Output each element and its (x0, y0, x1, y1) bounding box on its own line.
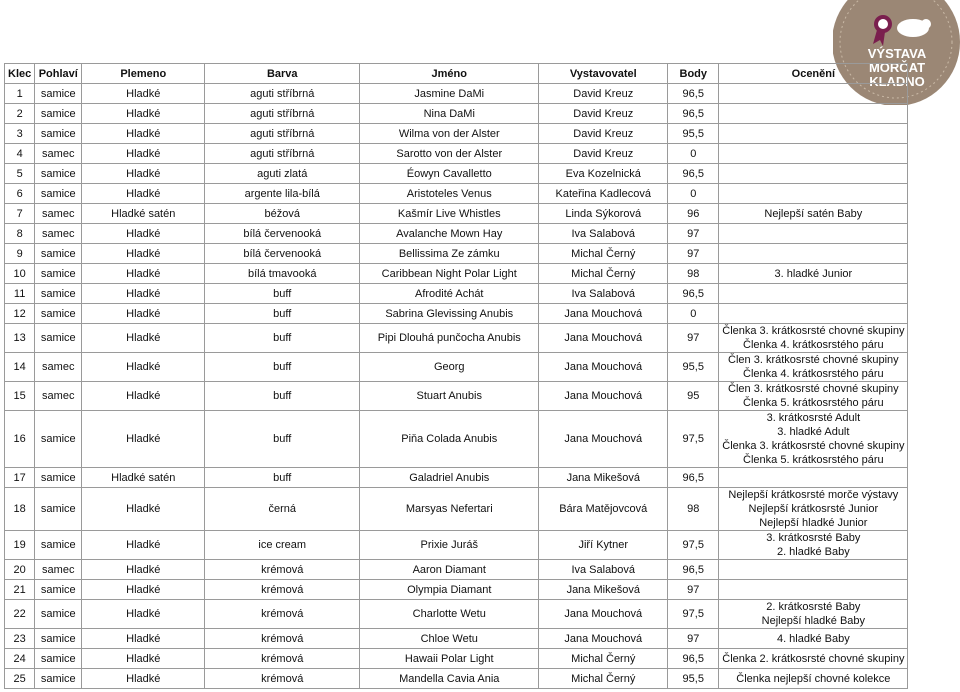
cell-klec: 19 (5, 531, 35, 560)
cell-klec: 2 (5, 104, 35, 124)
cell-jmeno: Jasmine DaMi (360, 84, 539, 104)
award-line: Členka 4. krátkosrstého páru (743, 339, 884, 351)
cell-pohlavi: samec (35, 204, 82, 224)
cell-klec: 7 (5, 204, 35, 224)
cell-pohlavi: samec (35, 353, 82, 382)
cell-body: 96,5 (668, 468, 719, 488)
cell-plemeno: Hladké (82, 164, 205, 184)
award-line: Členka 2. krátkosrsté chovné skupiny (722, 652, 905, 665)
table-row (5, 204, 908, 224)
column-header-jmeno: Jméno (360, 64, 539, 84)
cell-oceneni (719, 600, 908, 629)
cell-pohlavi: samice (35, 531, 82, 560)
table-row (5, 324, 908, 353)
cell-barva: krémová (205, 580, 360, 600)
cell-plemeno: Hladké (82, 531, 205, 560)
cell-klec: 13 (5, 324, 35, 353)
cell-jmeno: Wilma von der Alster (360, 124, 539, 144)
cell-pohlavi: samice (35, 649, 82, 669)
cell-vystavovatel: Iva Salabová (539, 224, 668, 244)
table-row (5, 304, 908, 324)
cell-jmeno: Aaron Diamant (360, 560, 539, 580)
cell-body: 97 (668, 580, 719, 600)
award-line: Členka 3. krátkosrsté chovné skupiny (722, 440, 905, 452)
logo-line-1: VÝSTAVA (867, 46, 927, 61)
cell-pohlavi: samice (35, 184, 82, 204)
cell-body: 96,5 (668, 164, 719, 184)
award-line: Nejlepší hladké Junior (759, 517, 868, 529)
cell-plemeno: Hladké (82, 629, 205, 649)
cell-vystavovatel: Kateřina Kadlecová (539, 184, 668, 204)
cell-plemeno: Hladké (82, 488, 205, 531)
cell-jmeno: Galadriel Anubis (360, 468, 539, 488)
cell-barva: krémová (205, 649, 360, 669)
cell-vystavovatel: David Kreuz (539, 124, 668, 144)
cell-vystavovatel: David Kreuz (539, 84, 668, 104)
cell-klec: 24 (5, 649, 35, 669)
table-row (5, 580, 908, 600)
award-line: Člen 3. krátkosrsté chovné skupiny (728, 354, 899, 366)
table-body (5, 84, 908, 689)
cell-barva: béžová (205, 204, 360, 224)
cell-jmeno: Sarotto von der Alster (360, 144, 539, 164)
table-row (5, 104, 908, 124)
cell-plemeno: Hladké (82, 580, 205, 600)
cell-pohlavi: samice (35, 84, 82, 104)
award-line: 2. krátkosrsté Baby (766, 601, 861, 613)
award-line: 3. hladké Adult (777, 426, 850, 438)
cell-oceneni (719, 224, 908, 244)
cell-pohlavi: samice (35, 600, 82, 629)
cell-oceneni (719, 304, 908, 324)
cell-plemeno: Hladké satén (82, 204, 205, 224)
cell-klec: 4 (5, 144, 35, 164)
cell-klec: 23 (5, 629, 35, 649)
cell-vystavovatel: Jana Mouchová (539, 304, 668, 324)
cell-plemeno: Hladké (82, 304, 205, 324)
cell-jmeno: Caribbean Night Polar Light (360, 264, 539, 284)
cell-jmeno: Mandella Cavia Ania (360, 669, 539, 689)
table-row (5, 669, 908, 689)
column-header-oceneni: Ocenění (719, 64, 908, 84)
cell-vystavovatel: Jana Mouchová (539, 382, 668, 411)
table-row (5, 353, 908, 382)
cell-plemeno: Hladké (82, 353, 205, 382)
cell-barva: aguti stříbrná (205, 104, 360, 124)
award-line: 2. hladké Baby (776, 546, 850, 558)
cell-body: 97 (668, 224, 719, 244)
cell-barva: buff (205, 468, 360, 488)
cell-pohlavi: samec (35, 224, 82, 244)
cell-plemeno: Hladké (82, 244, 205, 264)
cell-jmeno: Marsyas Nefertari (360, 488, 539, 531)
cell-pohlavi: samec (35, 144, 82, 164)
cell-pohlavi: samice (35, 164, 82, 184)
cell-barva: aguti stříbrná (205, 84, 360, 104)
cell-barva: krémová (205, 560, 360, 580)
column-header-pohlavi: Pohlaví (35, 64, 82, 84)
award-line: 3. hladké Junior (774, 267, 853, 280)
cell-barva: aguti stříbrná (205, 124, 360, 144)
column-header-body: Body (668, 64, 719, 84)
table-row (5, 164, 908, 184)
cell-barva: buff (205, 411, 360, 468)
cell-vystavovatel: Michal Černý (539, 244, 668, 264)
cell-plemeno: Hladké (82, 224, 205, 244)
cell-klec: 10 (5, 264, 35, 284)
cell-klec: 12 (5, 304, 35, 324)
cell-oceneni (719, 144, 908, 164)
cell-oceneni (719, 84, 908, 104)
cell-vystavovatel: Jana Mouchová (539, 324, 668, 353)
cell-plemeno: Hladké (82, 144, 205, 164)
cell-jmeno: Bellissima Ze zámku (360, 244, 539, 264)
cell-pohlavi: samice (35, 488, 82, 531)
cell-oceneni (719, 284, 908, 304)
cell-body: 96,5 (668, 284, 719, 304)
cell-pohlavi: samice (35, 124, 82, 144)
cell-vystavovatel: Jana Mouchová (539, 600, 668, 629)
cell-pohlavi: samice (35, 629, 82, 649)
cell-pohlavi: samice (35, 304, 82, 324)
cell-oceneni (719, 124, 908, 144)
award-line: 3. krátkosrsté Adult (766, 412, 861, 424)
cell-pohlavi: samice (35, 468, 82, 488)
cell-klec: 22 (5, 600, 35, 629)
cell-body: 0 (668, 144, 719, 164)
cell-plemeno: Hladké (82, 104, 205, 124)
cell-klec: 20 (5, 560, 35, 580)
cell-body: 96,5 (668, 560, 719, 580)
cell-vystavovatel: Iva Salabová (539, 284, 668, 304)
cell-oceneni (719, 324, 908, 353)
table-row (5, 124, 908, 144)
cell-vystavovatel: Michal Černý (539, 669, 668, 689)
award-line: Členka nejlepší chovné kolekce (736, 672, 891, 685)
cell-klec: 8 (5, 224, 35, 244)
award-line: Členka 3. krátkosrsté chovné skupiny (722, 325, 905, 337)
cell-body: 97,5 (668, 411, 719, 468)
cell-oceneni (719, 204, 908, 224)
cell-plemeno: Hladké (82, 669, 205, 689)
cell-pohlavi: samice (35, 669, 82, 689)
cell-vystavovatel: Jiří Kytner (539, 531, 668, 560)
cell-plemeno: Hladké (82, 184, 205, 204)
cell-barva: krémová (205, 600, 360, 629)
table-row (5, 629, 908, 649)
award-line: Členka 5. krátkosrstého páru (743, 454, 884, 466)
cell-body: 95,5 (668, 124, 719, 144)
cell-jmeno: Kašmír Live Whistles (360, 204, 539, 224)
award-line: Nejlepší krátkosrsté morče výstavy (728, 489, 899, 501)
cell-oceneni (719, 353, 908, 382)
cell-body: 96,5 (668, 104, 719, 124)
cell-plemeno: Hladké (82, 411, 205, 468)
cell-oceneni (719, 560, 908, 580)
cell-vystavovatel: Iva Salabová (539, 560, 668, 580)
cell-jmeno: Nina DaMi (360, 104, 539, 124)
cell-vystavovatel: Michal Černý (539, 264, 668, 284)
cell-pohlavi: samice (35, 411, 82, 468)
cell-pohlavi: samice (35, 264, 82, 284)
cell-barva: argente lila-bílá (205, 184, 360, 204)
cell-barva: aguti stříbrná (205, 144, 360, 164)
cell-pohlavi: samice (35, 580, 82, 600)
cell-plemeno: Hladké (82, 284, 205, 304)
cell-barva: krémová (205, 629, 360, 649)
cell-pohlavi: samice (35, 324, 82, 353)
table-row (5, 382, 908, 411)
cell-plemeno: Hladké (82, 84, 205, 104)
column-header-plemeno: Plemeno (82, 64, 205, 84)
cell-klec: 14 (5, 353, 35, 382)
cell-pohlavi: samec (35, 560, 82, 580)
cell-klec: 1 (5, 84, 35, 104)
cell-vystavovatel: Jana Mouchová (539, 411, 668, 468)
cell-jmeno: Éowyn Cavalletto (360, 164, 539, 184)
cell-klec: 6 (5, 184, 35, 204)
cell-vystavovatel: Jana Mikešová (539, 580, 668, 600)
cell-barva: bílá tmavooká (205, 264, 360, 284)
cell-plemeno: Hladké (82, 649, 205, 669)
cell-oceneni (719, 488, 908, 531)
column-header-barva: Barva (205, 64, 360, 84)
cell-jmeno: Hawaii Polar Light (360, 649, 539, 669)
cell-barva: buff (205, 324, 360, 353)
award-line: Člen 3. krátkosrsté chovné skupiny (728, 383, 899, 395)
cell-pohlavi: samice (35, 104, 82, 124)
cell-jmeno: Olympia Diamant (360, 580, 539, 600)
cell-jmeno: Afrodité Achát (360, 284, 539, 304)
award-line: Členka 5. krátkosrstého páru (743, 397, 884, 409)
column-header-klec: Klec (5, 64, 35, 84)
cell-klec: 9 (5, 244, 35, 264)
cell-klec: 18 (5, 488, 35, 531)
table-row (5, 264, 908, 284)
table-row (5, 600, 908, 629)
table-row (5, 411, 908, 468)
cell-jmeno: Stuart Anubis (360, 382, 539, 411)
cell-oceneni (719, 164, 908, 184)
cell-barva: bílá červenooká (205, 244, 360, 264)
cell-oceneni (719, 468, 908, 488)
cell-oceneni (719, 580, 908, 600)
cell-oceneni (719, 382, 908, 411)
cell-body: 96,5 (668, 84, 719, 104)
cell-oceneni (719, 104, 908, 124)
cell-barva: aguti zlatá (205, 164, 360, 184)
cell-oceneni (719, 411, 908, 468)
cell-barva: buff (205, 304, 360, 324)
cell-jmeno: Chloe Wetu (360, 629, 539, 649)
table-header (5, 64, 908, 84)
header-row (5, 64, 908, 84)
cell-oceneni (719, 264, 908, 284)
cell-klec: 5 (5, 164, 35, 184)
cell-barva: krémová (205, 669, 360, 689)
cell-klec: 21 (5, 580, 35, 600)
table-row (5, 244, 908, 264)
table-row (5, 184, 908, 204)
cell-plemeno: Hladké (82, 382, 205, 411)
cell-oceneni (719, 669, 908, 689)
cell-barva: bílá červenooká (205, 224, 360, 244)
table-row (5, 560, 908, 580)
cell-pohlavi: samice (35, 284, 82, 304)
cell-body: 98 (668, 264, 719, 284)
table-row (5, 84, 908, 104)
table-row (5, 468, 908, 488)
cell-klec: 11 (5, 284, 35, 304)
cell-jmeno: Pipi Dlouhá punčocha Anubis (360, 324, 539, 353)
cell-plemeno: Hladké satén (82, 468, 205, 488)
table-row (5, 144, 908, 164)
cell-body: 98 (668, 488, 719, 531)
cell-plemeno: Hladké (82, 124, 205, 144)
cell-klec: 16 (5, 411, 35, 468)
logo-line-2: MORČAT (868, 60, 926, 75)
cell-barva: ice cream (205, 531, 360, 560)
cell-jmeno: Prixie Juráš (360, 531, 539, 560)
award-line: Členka 4. krátkosrstého páru (743, 368, 884, 380)
logo-line-3: KLADNO (869, 74, 925, 89)
cell-pohlavi: samice (35, 244, 82, 264)
cell-barva: buff (205, 284, 360, 304)
cell-body: 96,5 (668, 649, 719, 669)
cell-klec: 17 (5, 468, 35, 488)
cell-barva: buff (205, 353, 360, 382)
cell-plemeno: Hladké (82, 560, 205, 580)
cell-plemeno: Hladké (82, 600, 205, 629)
cell-body: 0 (668, 304, 719, 324)
cell-klec: 3 (5, 124, 35, 144)
column-header-vystavovatel: Vystavovatel (539, 64, 668, 84)
cell-body: 97,5 (668, 600, 719, 629)
cell-vystavovatel: Linda Sýkorová (539, 204, 668, 224)
cell-vystavovatel: Bára Matějovcová (539, 488, 668, 531)
award-line: 4. hladké Baby (776, 632, 850, 645)
cell-klec: 15 (5, 382, 35, 411)
cell-body: 95 (668, 382, 719, 411)
cell-vystavovatel: Michal Černý (539, 649, 668, 669)
cell-barva: buff (205, 382, 360, 411)
cell-body: 0 (668, 184, 719, 204)
cell-oceneni (719, 649, 908, 669)
cell-jmeno: Charlotte Wetu (360, 600, 539, 629)
table-row (5, 224, 908, 244)
cell-jmeno: Sabrina Glevissing Anubis (360, 304, 539, 324)
award-line: Nejlepší hladké Baby (761, 615, 866, 627)
cell-pohlavi: samec (35, 382, 82, 411)
cell-vystavovatel: David Kreuz (539, 144, 668, 164)
table-row (5, 649, 908, 669)
cell-body: 95,5 (668, 669, 719, 689)
award-line: 3. krátkosrsté Baby (766, 532, 861, 544)
cell-jmeno: Avalanche Mown Hay (360, 224, 539, 244)
cell-vystavovatel: Eva Kozelnická (539, 164, 668, 184)
results-table (4, 63, 908, 689)
cell-body: 97 (668, 244, 719, 264)
cell-jmeno: Aristoteles Venus (360, 184, 539, 204)
cell-vystavovatel: David Kreuz (539, 104, 668, 124)
cell-body: 97 (668, 324, 719, 353)
cell-plemeno: Hladké (82, 324, 205, 353)
cell-vystavovatel: Jana Mouchová (539, 353, 668, 382)
cell-body: 96 (668, 204, 719, 224)
cell-vystavovatel: Jana Mouchová (539, 629, 668, 649)
cell-barva: černá (205, 488, 360, 531)
cell-body: 97,5 (668, 531, 719, 560)
cell-body: 95,5 (668, 353, 719, 382)
cell-jmeno: Georg (360, 353, 539, 382)
table-row (5, 488, 908, 531)
cell-jmeno: Piňa Colada Anubis (360, 411, 539, 468)
cell-oceneni (719, 531, 908, 560)
cell-klec: 25 (5, 669, 35, 689)
cell-plemeno: Hladké (82, 264, 205, 284)
cell-oceneni (719, 629, 908, 649)
award-line: Nejlepší krátkosrsté Junior (748, 503, 879, 515)
table-row (5, 284, 908, 304)
cell-body: 97 (668, 629, 719, 649)
award-line: Nejlepší satén Baby (764, 207, 863, 220)
cell-vystavovatel: Jana Mikešová (539, 468, 668, 488)
cell-oceneni (719, 184, 908, 204)
table-row (5, 531, 908, 560)
cell-oceneni (719, 244, 908, 264)
